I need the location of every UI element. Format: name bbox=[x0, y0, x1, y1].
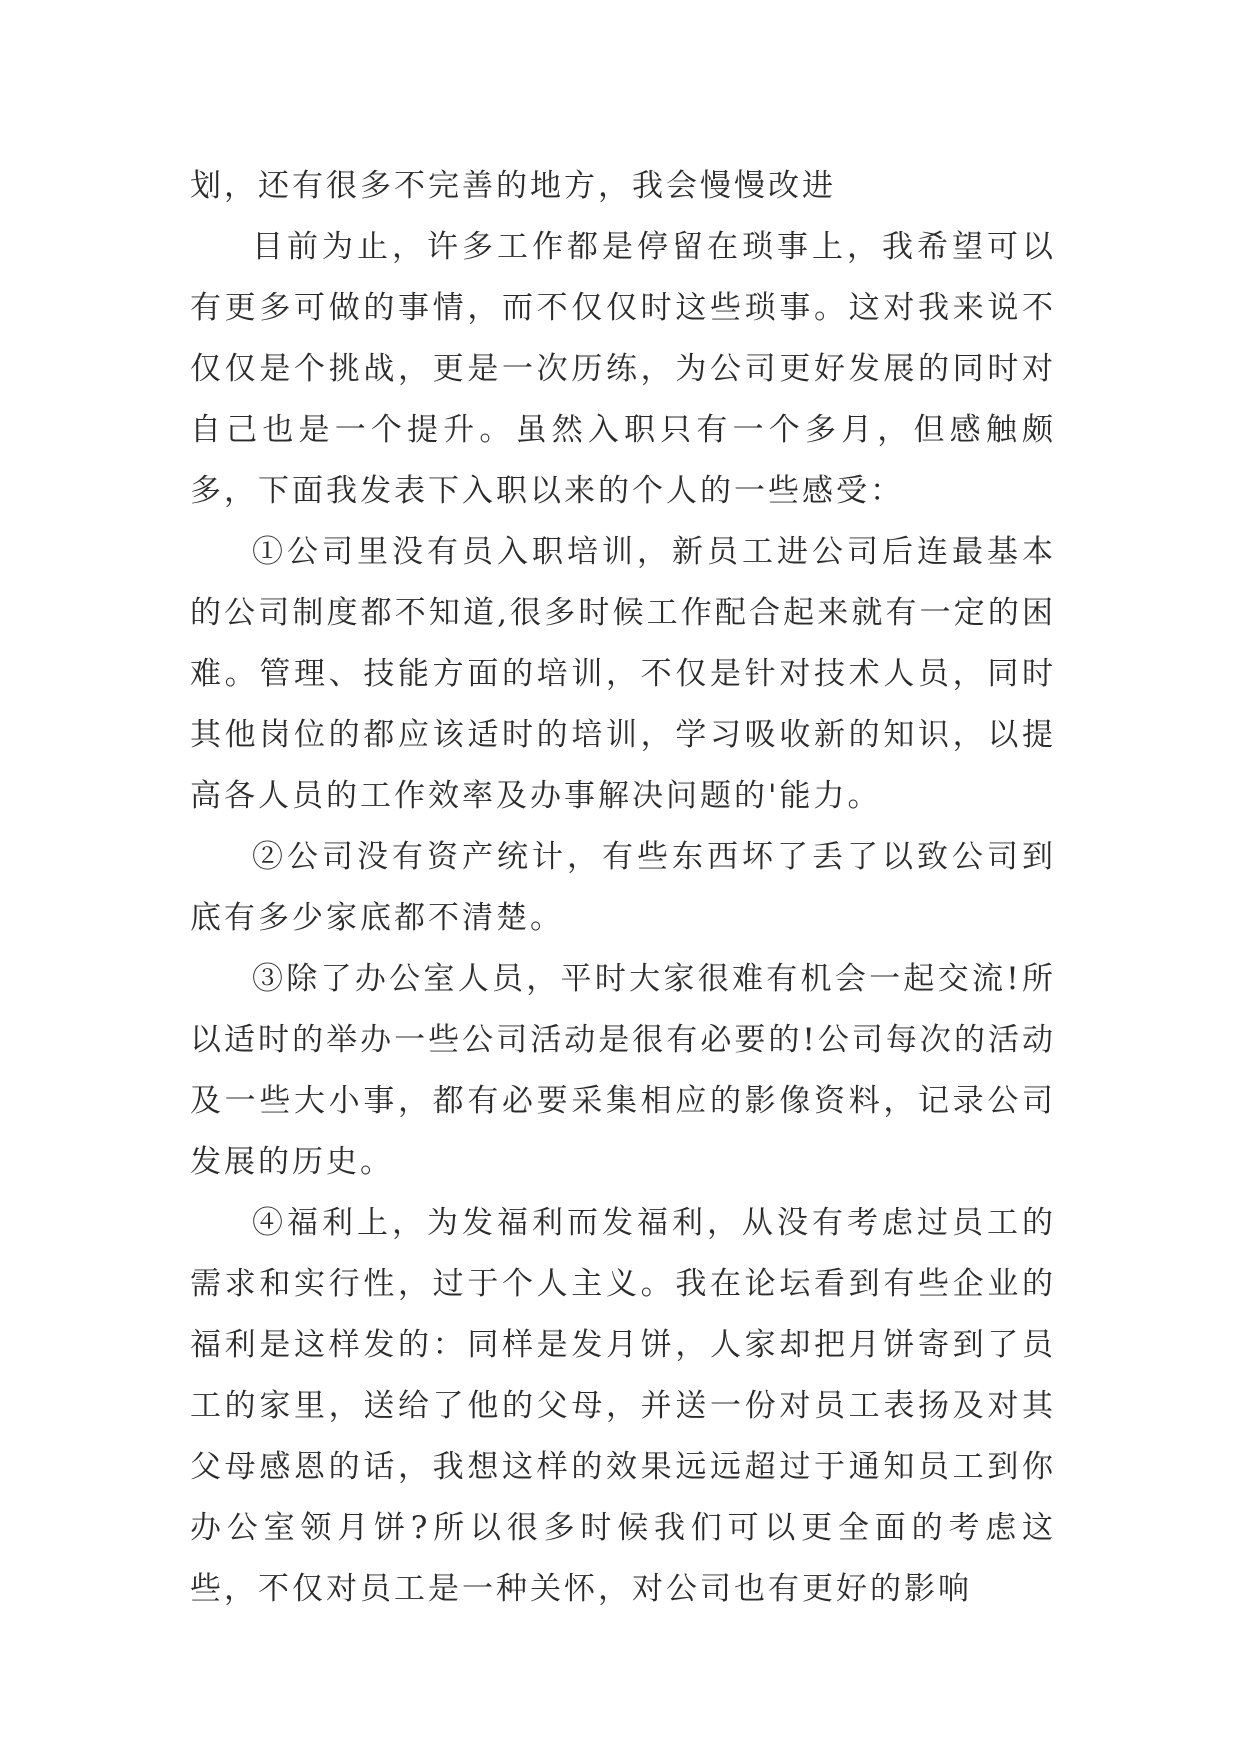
document-body bbox=[190, 156, 1056, 1620]
paragraph-point-2: ②公司没有资产统计，有些东西坏了丢了以致公司到底有多少家底都不清楚。 bbox=[190, 839, 1056, 936]
paragraph-point-4: ④福利上，为发福利而发福利，从没有考虑过员工的需求和实行性，过于个人主义。我在论坛看到有些企业的福利是这样发的：同样是发月饼，人家却把月饼寄到了员工的家里，送给了他的父母，并送一份对员工表扬及对其父母感恩的话，我想这样的效果远远超过于通知员工到你办公室领月饼?所以很多时候我们可以更全面的考虑这些，不仅对员工是一种关怀，对公司也有更好的影响 bbox=[190, 1205, 1056, 1607]
paragraph-point-1: ①公司里没有员入职培训，新员工进公司后连最基本的公司制度都不知道,很多时候工作配合起来就有一定的困难。管理、技能方面的培训，不仅是针对技术人员，同时其他岗位的都应该适时的培训，学习吸收新的知识，以提高各人员的工作效率及办事解决问题的'能力。 bbox=[190, 534, 1056, 814]
paragraph-continuation: 划，还有很多不完善的地方，我会慢慢改进 bbox=[190, 168, 836, 204]
paragraph-intro: 目前为止，许多工作都是停留在琐事上，我希望可以有更多可做的事情，而不仅仅时这些琐事。这对我来说不仅仅是个挑战，更是一次历练，为公司更好发展的同时对自己也是一个提升。虽然入职只有一个多月，但感触颇多，下面我发表下入职以来的个人的一些感受： bbox=[190, 229, 1056, 509]
paragraph-point-3: ③除了办公室人员，平时大家很难有机会一起交流!所以适时的举办一些公司活动是很有必要的!公司每次的活动及一些大小事，都有必要采集相应的影像资料，记录公司发展的历史。 bbox=[190, 961, 1056, 1180]
